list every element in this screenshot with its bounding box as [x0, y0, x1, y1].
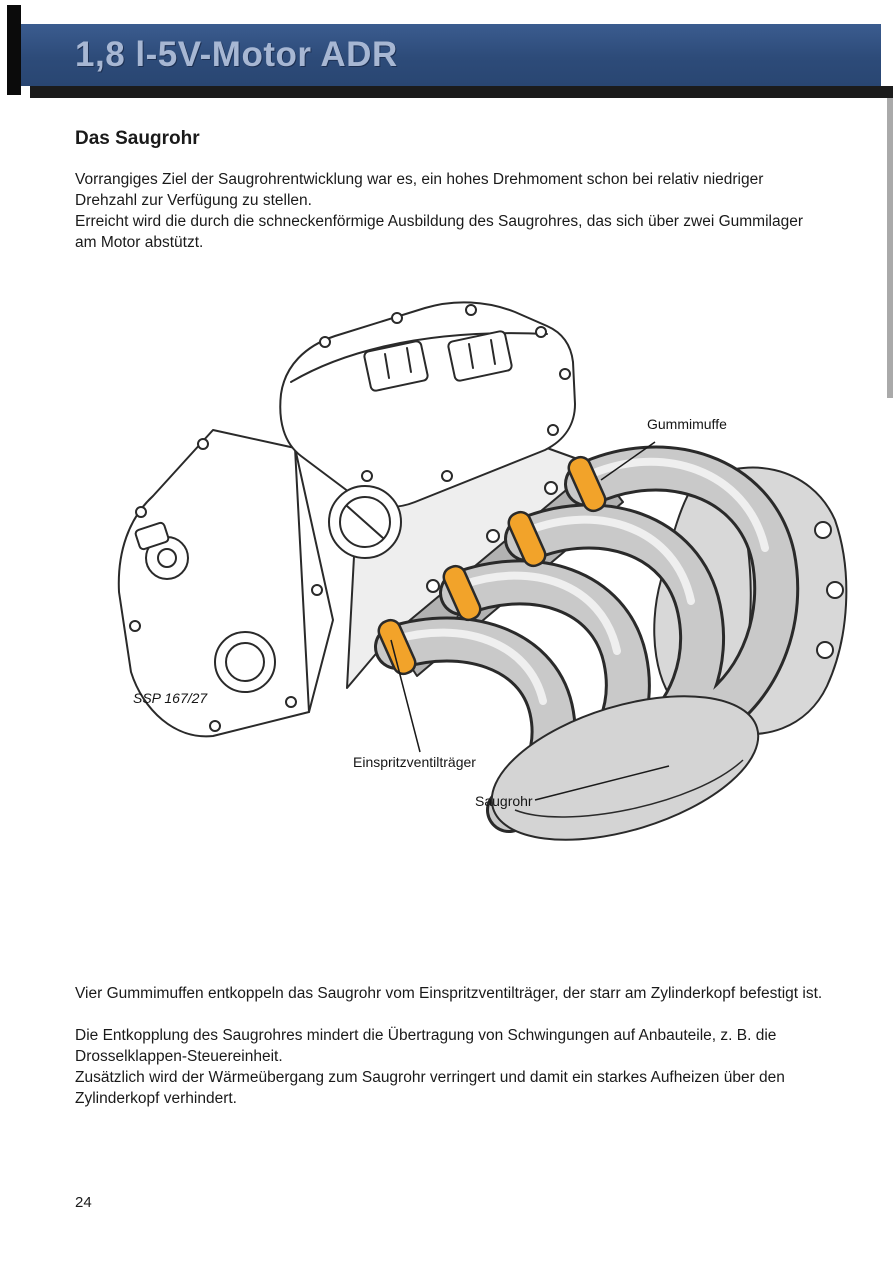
body-paragraph-3: Zusätzlich wird der Wärmeübergang zum Saugrohr verringert und damit ein starkes Aufheizen über den Zylinderkopf verhindert.: [75, 1069, 785, 1107]
engine-diagram-svg: [95, 290, 855, 870]
page-banner-title: 1,8 l-5V-Motor ADR: [75, 35, 398, 74]
page-edge-strip: [887, 98, 893, 398]
figure-label-saugrohr: Saugrohr: [475, 793, 533, 809]
section-heading: Das Saugrohr: [75, 128, 200, 149]
intro-paragraph-1: Vorrangiges Ziel der Saugrohrentwicklung war es, ein hohes Drehmoment schon bei relativ niedriger Drehzahl zur Verfügung zu stellen.: [75, 171, 764, 209]
intro-paragraph-2: Erreicht wird die durch die schneckenförmige Ausbildung des Saugrohres, das sich über zwei Gummilager am Motor abstützt.: [75, 213, 804, 251]
body-paragraph-2: Die Entkopplung des Saugrohres mindert die Übertragung von Schwingungen auf Anbauteile, z. B. die Drosselklappen-Steuereinheit.: [75, 1027, 777, 1065]
header-accent-bar: [7, 5, 21, 95]
intro-text: [75, 169, 823, 253]
banner-shadow: [30, 86, 893, 98]
body-paragraph-1: Vier Gummimuffen entkoppeln das Saugrohr vom Einspritzventilträger, der starr am Zylinderkopf befestigt ist.: [75, 985, 823, 1002]
page-banner: [21, 24, 881, 86]
page-number: 24: [75, 1194, 92, 1211]
figure-reference: SSP 167/27: [133, 690, 208, 706]
engine-figure: [95, 290, 855, 880]
figure-label-gummimuffe: Gummimuffe: [647, 416, 727, 432]
body-text: [75, 983, 835, 1109]
figure-label-einspritzventiltraeger: Einspritzventilträger: [353, 754, 476, 770]
